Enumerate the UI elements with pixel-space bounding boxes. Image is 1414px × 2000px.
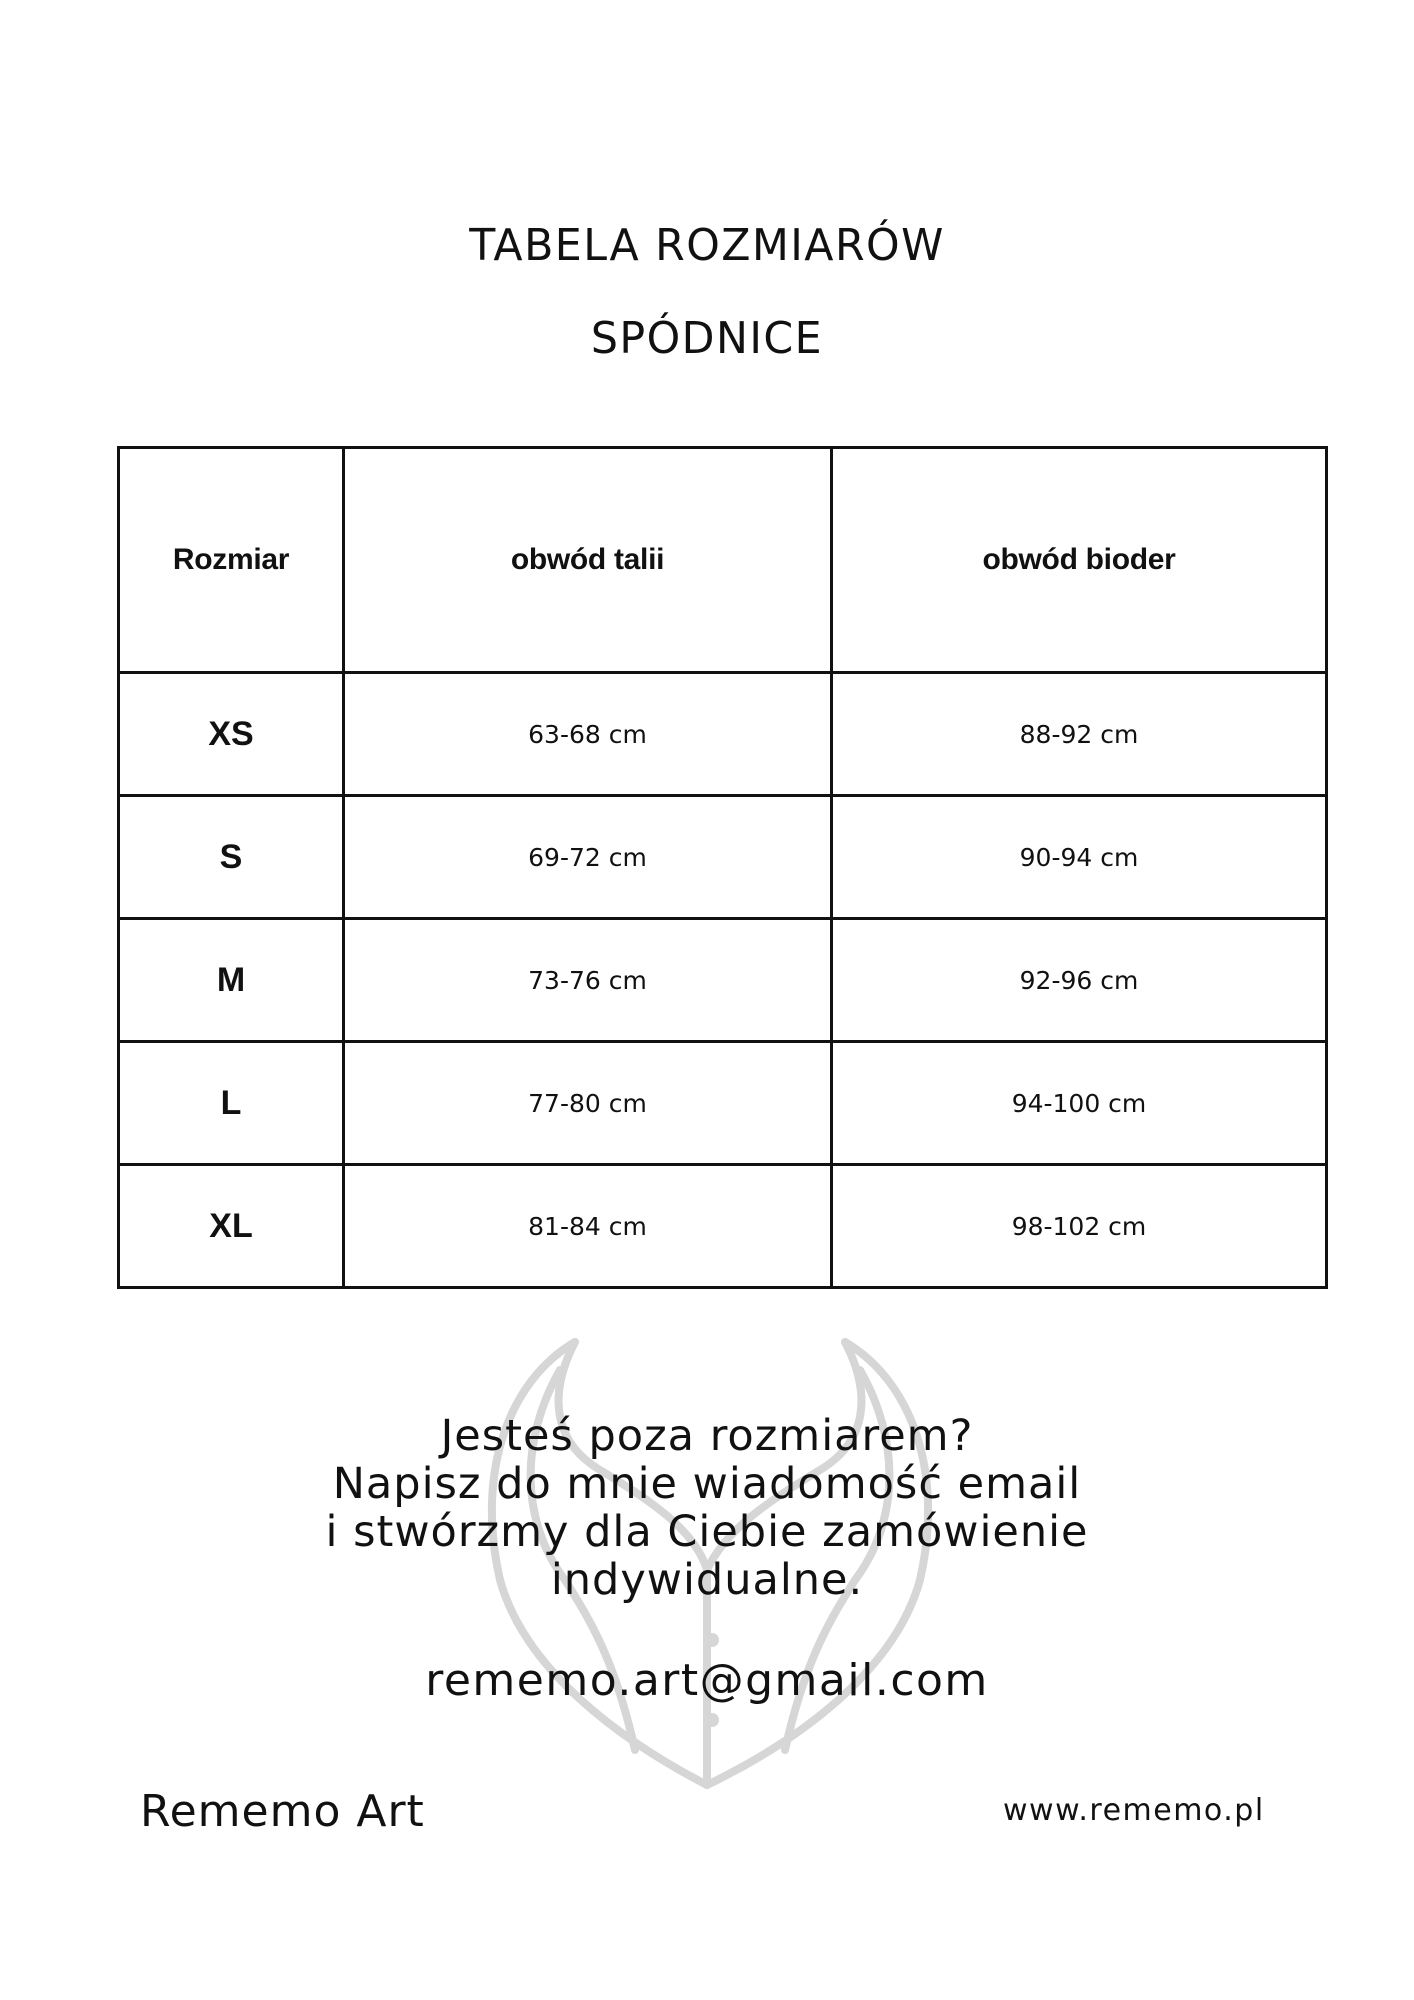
contact-email[interactable]: rememo.art@gmail.com (425, 1655, 989, 1706)
table-row (119, 919, 1327, 1042)
size-cell: L (119, 1042, 344, 1165)
website-link[interactable]: www.rememo.pl (1003, 1793, 1265, 1828)
page-subtitle: SPÓDNICE (590, 313, 824, 364)
hips-cell: 98-102 cm (832, 1165, 1327, 1288)
hips-cell: 88-92 cm (832, 673, 1327, 796)
table-row (119, 1165, 1327, 1288)
waist-cell: 69-72 cm (344, 796, 832, 919)
brand-name: Rememo Art (140, 1786, 425, 1837)
column-header-hips: obwód bioder (832, 448, 1327, 673)
message-line: Napisz do mnie wiadomość email (332, 1459, 1082, 1509)
table-row (119, 796, 1327, 919)
waist-cell: 63-68 cm (344, 673, 832, 796)
waist-cell: 81-84 cm (344, 1165, 832, 1288)
column-header-waist: obwód talii (344, 448, 832, 673)
size-cell: XS (119, 673, 344, 796)
waist-cell: 77-80 cm (344, 1042, 832, 1165)
size-cell: S (119, 796, 344, 919)
size-cell: XL (119, 1165, 344, 1288)
size-cell: M (119, 919, 344, 1042)
hips-cell: 92-96 cm (832, 919, 1327, 1042)
message-line: indywidualne. (550, 1555, 864, 1605)
table-row (119, 1042, 1327, 1165)
column-header-size: Rozmiar (119, 448, 344, 673)
waist-cell: 73-76 cm (344, 919, 832, 1042)
page-title: TABELA ROZMIARÓW (469, 220, 945, 271)
table-header-row (119, 448, 1327, 673)
custom-order-message (0, 1412, 1414, 1604)
table-row (119, 673, 1327, 796)
hips-cell: 94-100 cm (832, 1042, 1327, 1165)
size-table (117, 446, 1328, 1289)
hips-cell: 90-94 cm (832, 796, 1327, 919)
message-line: Jesteś poza rozmiarem? (440, 1411, 974, 1461)
message-line: i stwórzmy dla Ciebie zamówienie (325, 1507, 1089, 1557)
